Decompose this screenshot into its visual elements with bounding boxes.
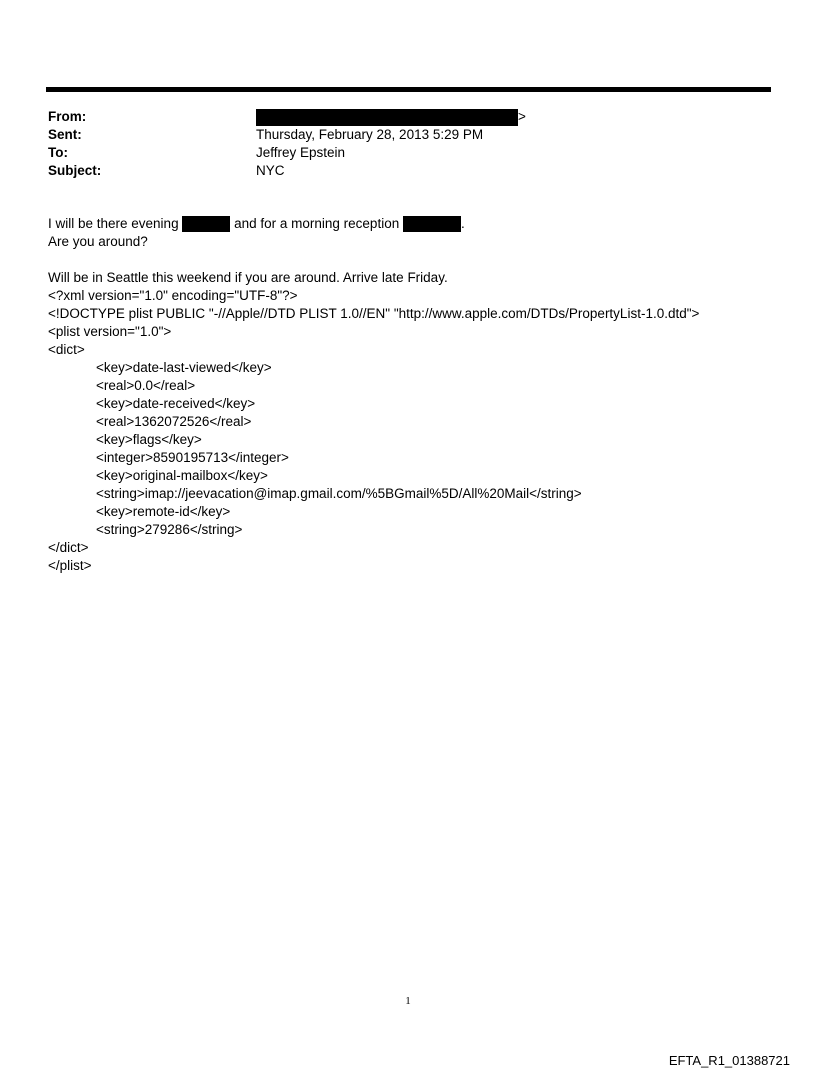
sent-value: Thursday, February 28, 2013 5:29 PM <box>256 127 484 142</box>
xml-line: <?xml version="1.0" encoding="UTF-8"?> <box>48 288 298 303</box>
body-text: and for a morning reception <box>234 216 400 231</box>
from-label: From: <box>48 109 87 124</box>
xml-line: <key>original-mailbox</key> <box>96 468 268 483</box>
xml-line: <string>imap://jeevacation@imap.gmail.com/%5BGmail%5D/All%20Mail</string> <box>96 486 582 501</box>
xml-line: <real>0.0</real> <box>96 378 196 393</box>
xml-line: <key>date-received</key> <box>96 396 256 411</box>
body-text: I will be there evening <box>48 216 179 231</box>
xml-line: <!DOCTYPE plist PUBLIC "-//Apple//DTD PLIST 1.0//EN" "http://www.apple.com/DTDs/PropertyList-1.0.dtd"> <box>48 306 700 321</box>
redaction-box <box>182 216 230 232</box>
xml-line: <key>remote-id</key> <box>96 504 231 519</box>
xml-line: </dict> <box>48 540 89 555</box>
body-line: Are you around? <box>48 234 148 249</box>
xml-line: </plist> <box>48 558 92 573</box>
to-label: To: <box>48 145 68 160</box>
body-line: Will be in Seattle this weekend if you are around. Arrive late Friday. <box>48 270 448 285</box>
xml-line: <key>date-last-viewed</key> <box>96 360 272 375</box>
xml-line: <plist version="1.0"> <box>48 324 172 339</box>
from-suffix: > <box>518 109 526 124</box>
xml-line: <dict> <box>48 342 85 357</box>
header-rule <box>46 87 771 92</box>
email-body <box>48 215 699 575</box>
subject-label: Subject: <box>48 163 102 178</box>
redaction-box <box>256 109 518 126</box>
redaction-box <box>403 216 461 232</box>
body-text: . <box>460 216 465 231</box>
xml-line: <key>flags</key> <box>96 432 202 447</box>
from-value <box>256 108 526 126</box>
xml-line: <integer>8590195713</integer> <box>96 450 289 465</box>
sent-label: Sent: <box>48 127 82 142</box>
body-line <box>48 215 699 233</box>
xml-line: <string>279286</string> <box>96 522 243 537</box>
subject-value: NYC <box>256 163 285 178</box>
xml-line: <real>1362072526</real> <box>96 414 252 429</box>
page-number: 1 <box>405 995 411 1007</box>
document-id: EFTA_R1_01388721 <box>668 1053 790 1068</box>
to-value: Jeffrey Epstein <box>256 145 346 160</box>
